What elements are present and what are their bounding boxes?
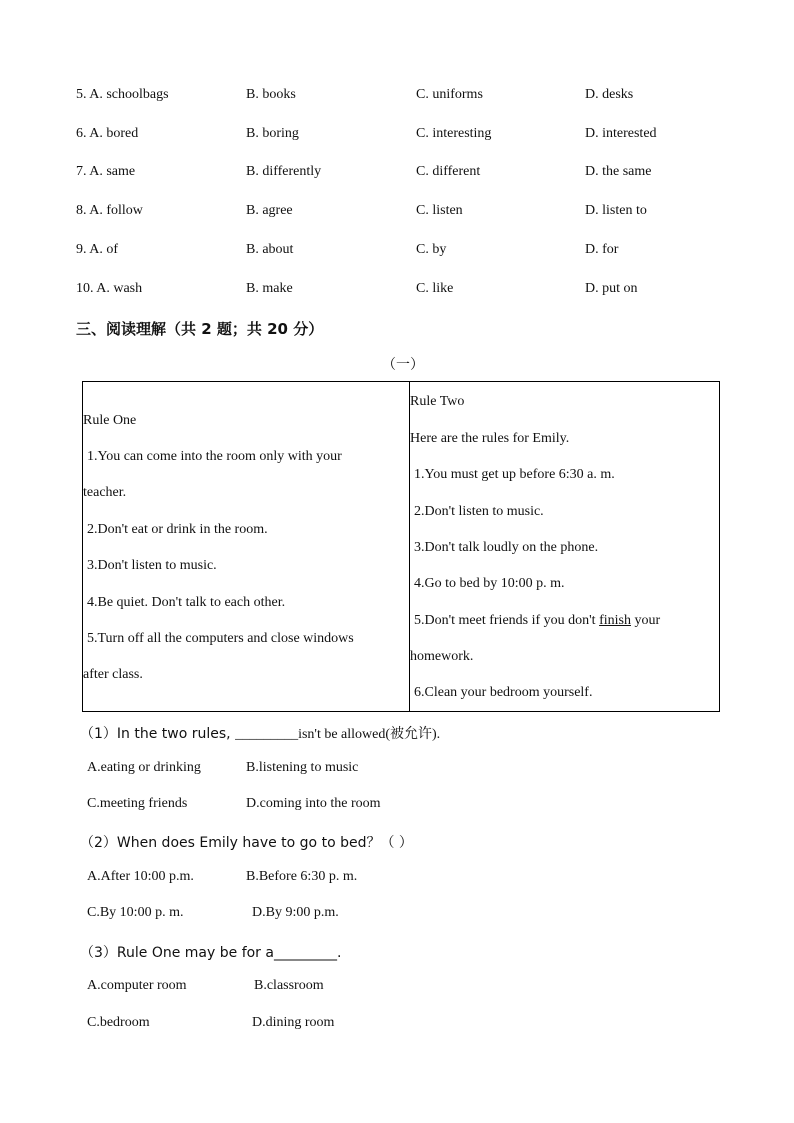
option-c: C. listen (416, 203, 463, 218)
option-b: B. agree (246, 203, 293, 218)
option-row-6 (0, 126, 794, 146)
option-row-9 (0, 242, 794, 262)
option-a: 8. A. follow (76, 203, 143, 218)
rule-two-item: 4.Go to bed by 10:00 p. m. (414, 576, 565, 591)
rule-one-item: after class. (83, 667, 143, 682)
rule-two-item-5 (414, 613, 660, 629)
question-2-option-c: C.By 10:00 p. m. (87, 905, 184, 920)
option-c: C. uniforms (416, 87, 483, 102)
passage-label: （一） (382, 357, 424, 373)
rule-two-item: homework. (410, 649, 474, 664)
question-2-option-a: A.After 10:00 p.m. (87, 869, 194, 884)
option-row-7 (0, 164, 794, 184)
option-d: D. interested (585, 126, 657, 141)
question-1-option-c: C.meeting friends (87, 796, 188, 811)
question-3-option-d: D.dining room (252, 1015, 335, 1030)
rule-two-item-text: 5.Don't meet friends if you don't (414, 613, 600, 628)
question-text: （1）In the two rules, (80, 726, 236, 742)
option-d: D. put on (585, 281, 638, 296)
option-c: C. interesting (416, 126, 492, 141)
rule-two-item-text: your (630, 613, 661, 628)
option-c: C. different (416, 164, 481, 179)
rule-two-item: 2.Don't listen to music. (414, 504, 544, 519)
question-2-option-d: D.By 9:00 p.m. (252, 905, 339, 920)
option-d: D. the same (585, 164, 652, 179)
rule-one-item: teacher. (83, 485, 127, 500)
option-d: D. listen to (585, 203, 647, 218)
question-3-option-c: C.bedroom (87, 1015, 150, 1030)
rule-one-item: 5.Turn off all the computers and close windows (87, 631, 354, 646)
question-1-stem (80, 723, 440, 743)
rule-two-heading: Rule Two (410, 394, 465, 409)
question-1-option-d: D.coming into the room (246, 796, 381, 811)
question-3-option-b: B.classroom (254, 978, 324, 993)
rules-table (82, 381, 720, 712)
option-b: B. books (246, 87, 296, 102)
rule-two-item: 6.Clean your bedroom yourself. (414, 685, 593, 700)
option-row-8 (0, 203, 794, 223)
option-a: 10. A. wash (76, 281, 143, 296)
rule-one-heading: Rule One (83, 413, 137, 428)
question-2-stem: （2）When does Emily have to go to bed？（ ） (80, 835, 413, 851)
rule-two-item: 3.Don't talk loudly on the phone. (414, 540, 599, 555)
option-a: 6. A. bored (76, 126, 139, 141)
section-title: 三、阅读理解（共 2 题；共 20 分） (76, 320, 324, 338)
question-2-option-b: B.Before 6:30 p. m. (246, 869, 358, 884)
option-c: C. like (416, 281, 454, 296)
option-b: B. make (246, 281, 293, 296)
rule-two-item: 1.You must get up before 6:30 a. m. (414, 467, 615, 482)
option-a: 5. A. schoolbags (76, 87, 169, 102)
question-3-option-a: A.computer room (87, 978, 187, 993)
underlined-word: finish (599, 613, 631, 628)
option-c: C. by (416, 242, 447, 257)
option-row-5 (0, 87, 794, 107)
answer-blank[interactable]: _________ (235, 727, 299, 742)
rule-one-item: 3.Don't listen to music. (87, 558, 217, 573)
option-b: B. about (246, 242, 294, 257)
option-a: 9. A. of (76, 242, 118, 257)
rule-one-item: 4.Be quiet. Don't talk to each other. (87, 595, 286, 610)
rule-one-item: 2.Don't eat or drink in the room. (87, 522, 268, 537)
question-1-option-b: B.listening to music (246, 760, 359, 775)
option-d: D. desks (585, 87, 634, 102)
question-1-option-a: A.eating or drinking (87, 760, 201, 775)
option-a: 7. A. same (76, 164, 136, 179)
rule-one-item: 1.You can come into the room only with your (87, 449, 342, 464)
option-d: D. for (585, 242, 619, 257)
option-b: B. differently (246, 164, 322, 179)
option-b: B. boring (246, 126, 299, 141)
option-row-10 (0, 281, 794, 301)
question-text: isn't be allowed(被允许). (298, 727, 441, 742)
rule-two-intro: Here are the rules for Emily. (410, 431, 570, 446)
question-3-stem: （3）Rule One may be for a_________. (80, 945, 342, 961)
